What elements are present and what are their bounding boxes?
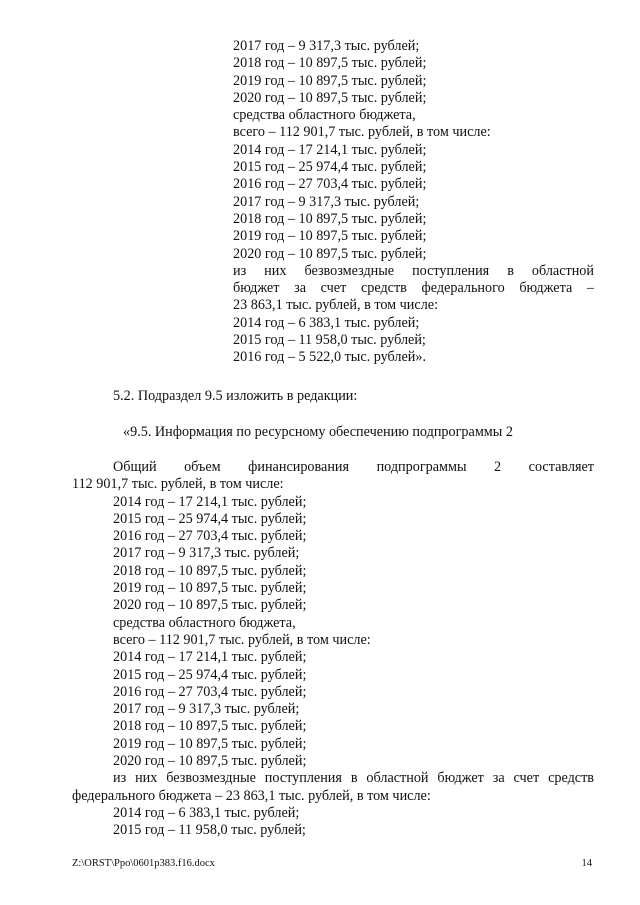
justified-line: из них безвозмездные поступления в областной [233,262,594,279]
text-line: 2015 год – 25 974,4 тыс. рублей; [233,159,427,176]
text-line: 2016 год – 27 703,4 тыс. рублей; [113,683,307,700]
text-line: 2017 год – 9 317,3 тыс. рублей; [113,545,300,562]
federal-justified-line: из них безвозмездные поступления в областной бюджет за счет средств [113,770,594,787]
main-funding-block [72,459,594,840]
justified-line: бюджет за счет средств федерального бюджета – [233,280,594,297]
text-line: 2014 год – 17 214,1 тыс. рублей; [113,493,307,510]
text-line: 2020 год – 10 897,5 тыс. рублей; [113,753,307,770]
footer-page-number: 14 [581,858,592,869]
subsection-title: «9.5. Информация по ресурсному обеспечению подпрограммы 2 [123,424,513,440]
text-line: 2018 год – 10 897,5 тыс. рублей; [113,718,307,735]
text-line: 2016 год – 27 703,4 тыс. рублей; [233,176,427,193]
text-line: 2016 год – 5 522,0 тыс. рублей». [233,349,426,366]
text-line: 2020 год – 10 897,5 тыс. рублей; [233,89,427,106]
text-line: 2016 год – 27 703,4 тыс. рублей; [113,528,307,545]
top-funding-block [233,38,594,367]
text-line: всего – 112 901,7 тыс. рублей, в том числе: [233,124,491,141]
text-line: 23 863,1 тыс. рублей, в том числе: [233,297,439,314]
text-line: 2014 год – 6 383,1 тыс. рублей; [233,314,420,331]
text-line: 2019 год – 10 897,5 тыс. рублей; [113,580,307,597]
text-line: 2015 год – 25 974,4 тыс. рублей; [113,510,307,527]
text-line: средства областного бюджета, [113,614,296,631]
text-line: 112 901,7 тыс. рублей, в том числе: [72,476,284,493]
text-line: 2014 год – 17 214,1 тыс. рублей; [113,649,307,666]
text-line: 2015 год – 25 974,4 тыс. рублей; [113,666,307,683]
intro-justified-line: Общий объем финансирования подпрограммы 2 составляет [113,459,594,475]
text-line: 2017 год – 9 317,3 тыс. рублей; [233,38,420,54]
text-line: 2019 год – 10 897,5 тыс. рублей; [233,228,427,245]
text-line: 2014 год – 6 383,1 тыс. рублей; [113,804,300,821]
text-line: 2015 год – 11 958,0 тыс. рублей; [233,332,426,349]
text-line: 2017 год – 9 317,3 тыс. рублей; [113,701,300,718]
text-line: 2014 год – 17 214,1 тыс. рублей; [233,141,427,158]
text-line: средства областного бюджета, [233,107,416,124]
text-line: 2019 год – 10 897,5 тыс. рублей; [233,72,427,89]
section-heading: 5.2. Подраздел 9.5 изложить в редакции: [113,388,358,404]
text-line: 2020 год – 10 897,5 тыс. рублей; [233,245,427,262]
text-line: 2018 год – 10 897,5 тыс. рублей; [233,210,427,227]
text-line: всего – 112 901,7 тыс. рублей, в том числе: [113,631,371,648]
text-line: 2018 год – 10 897,5 тыс. рублей; [113,562,307,579]
text-line: 2020 год – 10 897,5 тыс. рублей; [113,597,307,614]
text-line: 2015 год – 11 958,0 тыс. рублей; [113,822,306,839]
text-line: федерального бюджета – 23 863,1 тыс. рублей, в том числе: [72,787,431,804]
footer-file-path: Z:\ORST\Ppo\0601p383.f16.docx [72,858,215,869]
text-line: 2018 год – 10 897,5 тыс. рублей; [233,55,427,72]
text-line: 2017 год – 9 317,3 тыс. рублей; [233,193,420,210]
text-line: 2019 год – 10 897,5 тыс. рублей; [113,735,307,752]
